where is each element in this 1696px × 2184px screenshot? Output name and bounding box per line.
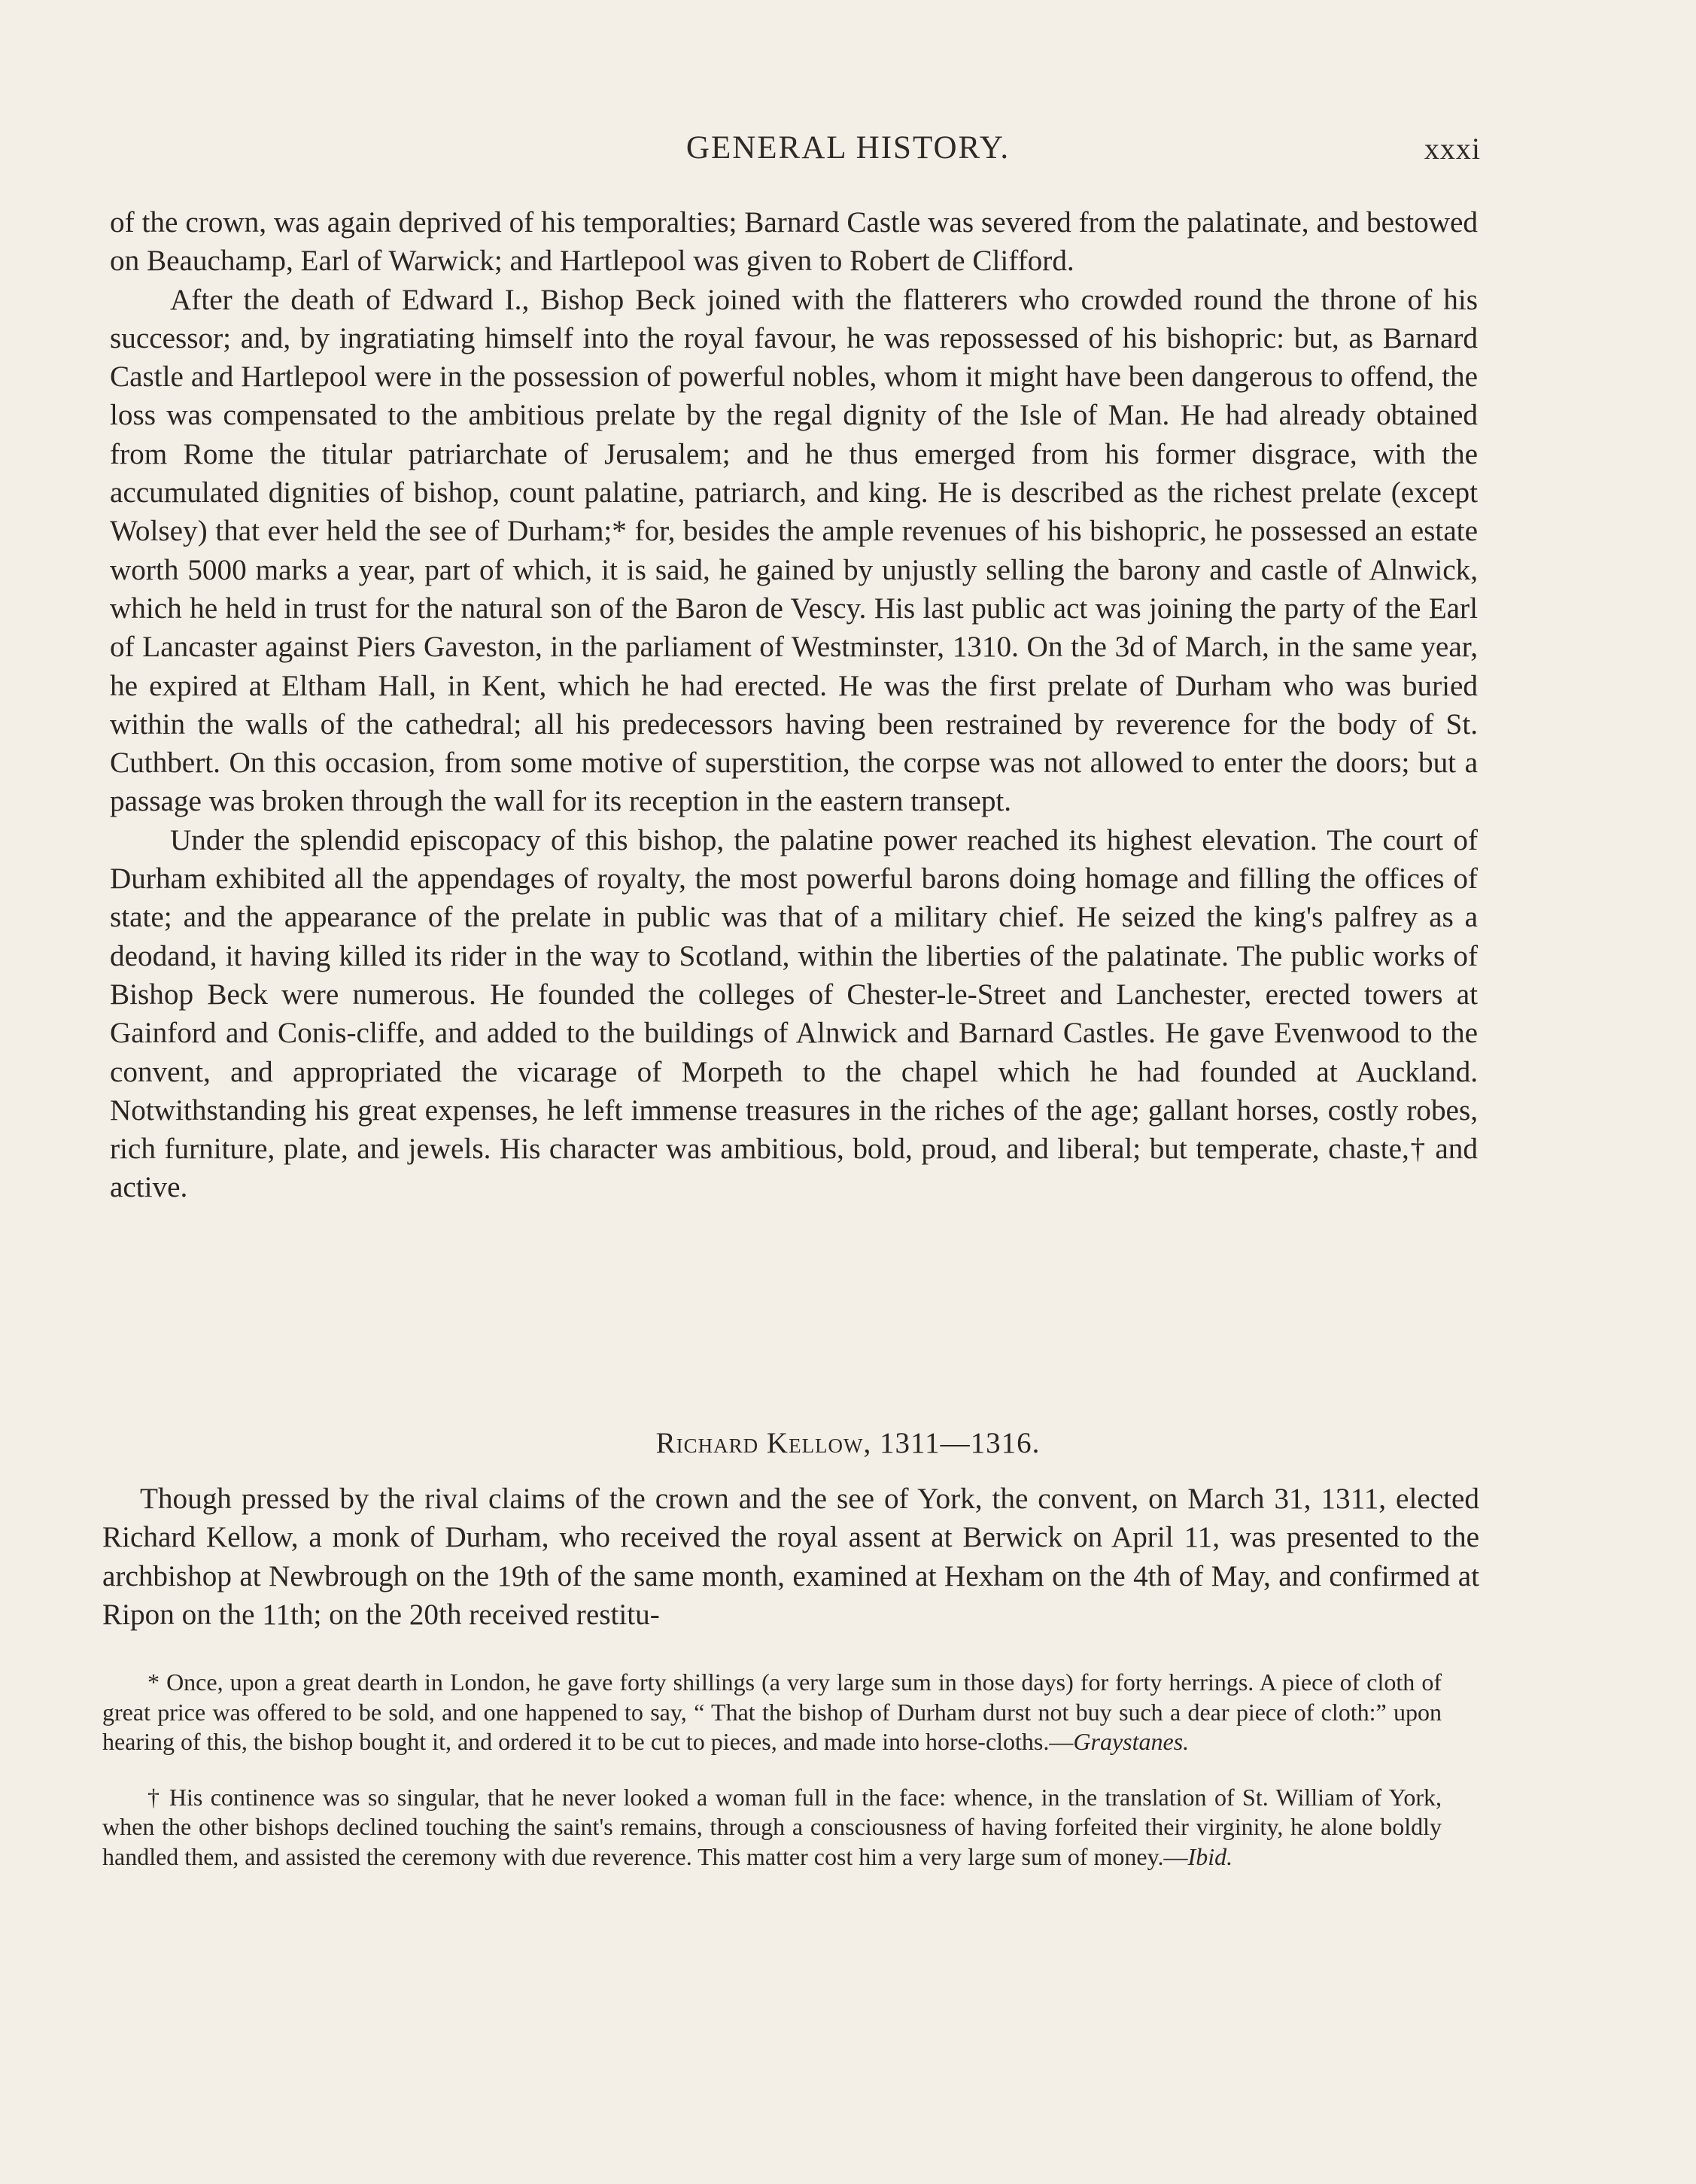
footnote (102, 1783, 1442, 1872)
footnote-source: Ibid. (1187, 1842, 1233, 1870)
section-paragraph: Though pressed by the rival claims of the crown and the see of York, the convent, on March 31, 1311, elected Richard Kellow, a monk of Durham, who received the royal assent at Berwick on April 11, was presented to the archbishop at Newbrough on the 19th of the same month, examined at Hexham on the 4th of May, and confirmed at Ripon on the 11th; on the 20th received restitu- (102, 1483, 1479, 1631)
running-title: GENERAL HISTORY. (685, 130, 1011, 166)
page-header (0, 129, 1696, 175)
section-heading (0, 1426, 1696, 1460)
footnote-text: † His continence was so singular, that he never looked a woman full in the face: whence, in the translation of St. William of York, when the other bishops declined touching the saint's remains, through a consciousness of having forfeited their virginity, he alone boldly handled them, and assisted the ceremony with due reverence. This matter cost him a very large sum of money.— (102, 1783, 1442, 1870)
paragraph: Under the splendid episcopacy of this bishop, the palatine power reached its highest elevation. The court of Durham exhibited all the appendages of royalty, the most powerful barons doing homage and filling the offices of state; and the appearance of the prelate in public was that of a military chief. He seized the king's palfrey as a deodand, it having killed its rider in the way to Scotland, within the liberties of the palatinate. The public works of Bishop Beck were numerous. He founded the colleges of Chester-le-Street and Lanchester, erected towers at Gainford and Conis-cliffe, and added to the buildings of Alnwick and Barnard Castles. He gave Evenwood to the convent, and appropriated the vicarage of Morpeth to the chapel which he had founded at Auckland. Notwithstanding his great expenses, he left immense treasures in the riches of the age; gallant horses, costly robes, rich furniture, plate, and jewels. His character was ambitious, bold, proud, and liberal; but temperate, chaste,† and active. (110, 823, 1478, 1204)
page-number: xxxi (1424, 132, 1481, 166)
paragraph: of the crown, was again deprived of his temporalties; Barnard Castle was severed from the palatinate, and bestowed on Beauchamp, Earl of Warwick; and Hartlepool was given to Robert de Clifford. (110, 206, 1478, 278)
paragraph: After the death of Edward I., Bishop Beck joined with the flatterers who crowded round the throne of his successor; and, by ingratiating himself into the royal favour, he was repossessed of his bishopric: but, as Barnard Castle and Hartlepool were in the possession of powerful nobles, whom it might have been dangerous to offend, the loss was compensated to the ambitious prelate by the regal dignity of the Isle of Man. He had already obtained from Rome the titular patriarchate of Jerusalem; and he thus emerged from his former disgrace, with the accumulated dignities of bishop, count palatine, patriarch, and king. He is described as the richest prelate (except Wolsey) that ever held the see of Durham;* for, besides the ample revenues of his bishopric, he possessed an estate worth 5000 marks a year, part of which, it is said, he gained by unjustly selling the barony and castle of Alnwick, which he held in trust for the natural son of the Baron de Vescy. His last public act was joining the party of the Earl of Lancaster against Piers Gaveston, in the parliament of Westminster, 1310. On the 3d of March, in the same year, he expired at Eltham Hall, in Kent, which he had erected. He was the first prelate of Durham who was buried within the walls of the cathedral; all his predecessors having been restrained by reverence for the body of St. Cuthbert. On this occasion, from some motive of superstition, the corpse was not allowed to enter the doors; but a passage was broken through the wall for its reception in the eastern transept. (110, 283, 1478, 818)
footnote (102, 1668, 1442, 1757)
footnote-source: Graystanes. (1073, 1728, 1190, 1755)
footnotes (102, 1668, 1442, 1872)
section-heading-years: 1311—1316. (880, 1427, 1041, 1459)
footnote-text: * Once, upon a great dearth in London, he gave forty shillings (a very large sum in those days) for forty herrings. A piece of cloth of great price was offered to be sold, and one happened to say, “ That the bishop of Durham durst not buy such a dear piece of cloth:” upon hearing of this, the bishop bought it, and ordered it to be cut to pieces, and made into horse-cloths.— (102, 1668, 1442, 1755)
section-heading-name: Richard Kellow, (655, 1427, 872, 1459)
main-text (110, 203, 1478, 1207)
